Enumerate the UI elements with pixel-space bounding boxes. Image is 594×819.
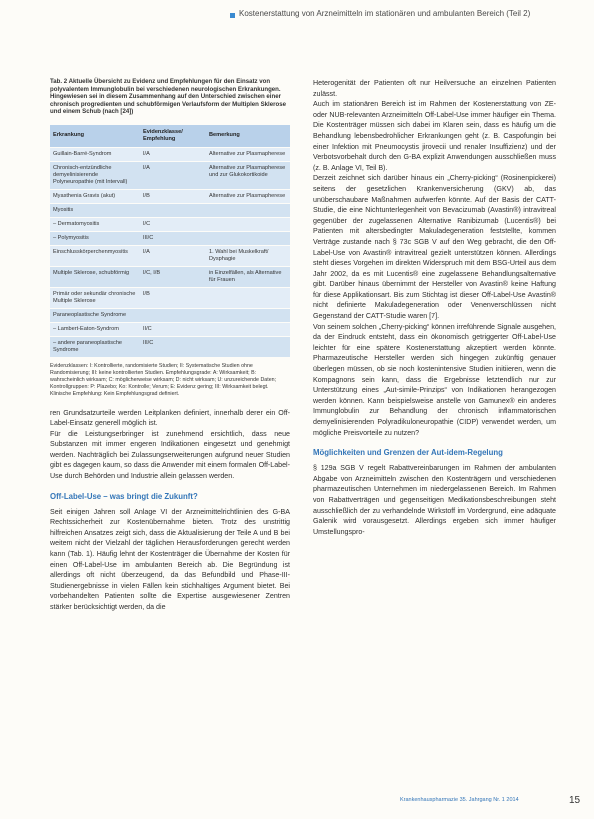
- table-cell: I/C, I/B: [140, 266, 206, 287]
- table-row: [50, 203, 290, 217]
- table-footnote: Evidenzklassen: I: Kontrollierte, randomisierte Studien; II: Systematische Studien ohne Randomisierung; III: keine kontrollierten Studien. Empfehlungsgrade: A: Wirksamkeit; B: wahrscheinlich wirksam; C: möglicherweise wirksam; D: nicht wirksam; U: unzureichende Daten; Kontrollgruppen: P: Plazebo; Ko: Kontrolle; Verum; E: Evidenz gering; III: Wirksamkeit belegt. Klinische Empfehlung: Kein Empfehlungsgrad definiert.: [50, 362, 277, 397]
- section-heading: Off-Label-Use – was bringt die Zukunft?: [50, 491, 198, 501]
- table-cell: Alternative zur Plasmapherese und zur Glukokortikoide: [206, 161, 290, 189]
- page-number: 15: [569, 795, 581, 806]
- table-cell: I/B: [140, 189, 206, 203]
- table-cell: [206, 203, 290, 217]
- body-paragraph: Seit einigen Jahren soll Anlage VI der Arzneimittelrichtlinien des G-BA Rechtssicherheit zur Kostenübernahme bieten. Trotz des unstrittig hilfreichen Ansatzes zeigt sich, dass die Aktualisierung der Teile A und B bei weitem nicht der Vielzahl der täglichen Herausforderungen gerecht werden kann (Tab. 1). Häufig lehnt der Kostenträger die Übernahme der Kosten für einen Off-Label-Use im ambulanten Bereich ab. Die Begründung ist allerdings oft nicht überzeugend, da das Befundbild und Phase-III-Studienergebnisse in vielen Fällen kein stichhaltiges Argument bietet. Bei vorbehandelten Patienten sollte die Expertise ausgewiesener Zentren stärker berücksichtigt werden, da die: [50, 507, 290, 611]
- body-paragraph: ren Grundsatzurteile werden Leitplanken definiert, innerhalb derer ein Off-Label-Einsatz generell möglich ist.: [50, 408, 290, 428]
- table-cell: Paraneoplastische Syndrome: [50, 308, 140, 322]
- table-cell: I/A: [140, 161, 206, 189]
- body-paragraph: Von seinem solchen „Cherry-picking“ können irreführende Signale ausgehen, da der Eindruck entsteht, dass ein ökonomisch getriggerter Off-Label-Use leichter für eine spätere Kostenerstattung akzeptiert werden könnte. Pharmazeutische Hersteller werden sich hingegen zukünftig genauer überlegen müssen, ob sie noch kostenintensive Studien initiieren, wenn die Kompagnons sein kann, dass die Ergebnisse letztendlich nur zur Unterstützung eines „Aut-simile-Prinzips“ von Indikationen herangezogen werden können. Kann beispielsweise anstelle von Gamunex® ein anderes Immunglobulin zur Behandlung der chronisch inflammatorischen demyelinisierenden Polyradikuloneuropathie (CIDP) verwendet werden, um mögliche Preisvorteile zu nutzen?: [313, 322, 556, 437]
- table-header-cell: Evidenzklasse/ Empfehlung: [140, 125, 206, 148]
- running-title: Kostenerstattung von Arzneimitteln im stationären und ambulanten Bereich (Teil 2): [239, 9, 531, 18]
- table-cell: Chronisch-entzündliche demyelinisierende Polyneuropathie (mit Intervall): [50, 161, 140, 189]
- table-row: [50, 147, 290, 161]
- table-row: [50, 308, 290, 322]
- table-header-row: [50, 125, 290, 148]
- table-cell: III/C: [140, 336, 206, 357]
- header-marker: [230, 13, 235, 18]
- body-paragraph: Für die Leistungserbringer ist zunehmend ersichtlich, dass neue Substanzen mit immer engeren Indikationen eingesetzt und genehmigt werden. Nachträglich bei Zulassungserweiterungen aufgrund neuer Studien gibt es dagegen kaum, so dass die Anwender mit einem formalen Off-Label-Use durch Behörden und Industrie allein gelassen werden.: [50, 429, 290, 481]
- table-cell: [206, 336, 290, 357]
- table-row: [50, 287, 290, 308]
- table-header-cell: Erkrankung: [50, 125, 140, 148]
- table-cell: I/A: [140, 147, 206, 161]
- table-cell: – Dermatomyositis: [50, 217, 140, 231]
- evidence-table: [50, 125, 290, 357]
- table-row: [50, 266, 290, 287]
- table-caption: Tab. 2 Aktuelle Übersicht zu Evidenz und Empfehlungen für den Einsatz von polyvalentem Immunglobulin bei verschiedenen neurologischen Erkrankungen. Hingewiesen sei in diesem Zusammenhang auf den Unterschied zwischen einer chronisch progredienten und schubförmigen Verlaufsform der Multiplen Sklerose und einem Schub (nach [24]): [50, 78, 287, 116]
- table-cell: Multiple Sklerose, schubförmig: [50, 266, 140, 287]
- table-cell: – Polymyositis: [50, 231, 140, 245]
- table-cell: – andere paraneoplastische Syndrome: [50, 336, 140, 357]
- table-cell: III/C: [140, 231, 206, 245]
- table-cell: Einschlusskörperchenmyositis: [50, 245, 140, 266]
- table-cell: II/C: [140, 322, 206, 336]
- table-cell: Guillain-Barré-Syndrom: [50, 147, 140, 161]
- table-cell: Myositis: [50, 203, 140, 217]
- table-cell: [206, 287, 290, 308]
- table-row: [50, 322, 290, 336]
- table-cell: 1. Wahl bei Muskelkraft/ Dysphagie: [206, 245, 290, 266]
- table-cell: in Einzelfällen, als Alternative für Frauen: [206, 266, 290, 287]
- table-cell: I/C: [140, 217, 206, 231]
- right-column: [313, 78, 556, 537]
- table-cell: Alternative zur Plasmapherese: [206, 189, 290, 203]
- table-cell: Alternative zur Plasmapherese: [206, 147, 290, 161]
- table-cell: I/B: [140, 287, 206, 308]
- body-paragraph: Auch im stationären Bereich ist im Rahmen der Kostenerstattung von ZE- oder NUB-relevanten Arzneimitteln Off-Label-Use immer häufiger ein Thema. Die Kostenträger müssen sich dabei im Klaren sein, dass es häufig um die Behandlung lebensbedrohlicher Erkrankungen geht (z. B. Caspofungin bei einer Infektion mit Pneumocystis jirovecii und renaler Insuffizienz) und der Verbotsvorbehalt durch den G-BA explizit Anwendungen ausschließen muss (z. B. Anlage VI, Teil B).: [313, 100, 556, 172]
- section-heading: Möglichkeiten und Grenzen der Aut-idem-Regelung: [313, 448, 503, 458]
- journal-footer: Krankenhauspharmazie 35. Jahrgang Nr. 1 2014: [400, 797, 519, 803]
- body-paragraph: Derzeit zeichnet sich darüber hinaus ein „Cherry-picking“ (Rosinenpickerei) seitens der gesetzlichen Krankenversicherung (GKV) ab, das unüberschaubare Maßnahmen aufwerfen könnte. Auf der Basis der CATT-Studie, die eine Nichtunterlegenheit von Bevacizumab (Avastin®) intravitreal gegenüber der zugelassenen Alternative Ranibizumab (Lucentis®) bei Patienten mit altersbedingter Makuladegeneration feststellte, kommen Verträge zustande nach § 73c SGB V auf den Weg gebracht, die den Off-Label-Use von Avastin® intravitreal gezielt unterstützen können. Allerdings steht dieses Vorgehen im direkten Widerspruch mit dem BSG-Urteil aus dem Jahr 2002, da es mit Lucentis® eine zugelassene Behandlungsalternative gibt. Darüber hinaus übernimmt der Hersteller von Avastin® keine Haftung für diese Applikationsart. Bis zum Stichtag ist dieser Off-Label-Use Avastin® nicht definierte Makuladegeneration oder Venenverschlüssen nicht Gegenstand der CATT-Studie waren [7].: [313, 174, 556, 321]
- table-header-cell: Bemerkung: [206, 125, 290, 148]
- table-cell: [206, 231, 290, 245]
- table-row: [50, 217, 290, 231]
- body-paragraph: Heterogenität der Patienten oft nur Heilversuche an einzelnen Patienten zulässt.: [313, 79, 556, 98]
- table-cell: [206, 308, 290, 322]
- running-header: [0, 0, 594, 38]
- table-cell: Myasthenia Gravis (akut): [50, 189, 140, 203]
- table-row: [50, 336, 290, 357]
- table-cell: [140, 308, 206, 322]
- table-row: [50, 189, 290, 203]
- table-cell: I/A: [140, 245, 206, 266]
- table-cell: – Lambert-Eaton-Syndrom: [50, 322, 140, 336]
- table-cell: [206, 217, 290, 231]
- table-row: [50, 161, 290, 189]
- body-paragraph: § 129a SGB V regelt Rabattvereinbarungen im Rahmen der ambulanten Abgabe von Arzneimitteln zwischen den Kostenträgern und verschiedenen pharmazeutischen Unternehmen im niedergelassenen Bereich. Im Rahmen von Rabattverträgen und gegenseitigen Medikationsbeschreibungen steht ausschließlich der zu verhandelnde Wirkstoff im Vordergrund, eine adäquate Galenik wird vorausgesetzt. Allerdings ergeben sich immer häufiger Umstellungspro-: [313, 464, 556, 536]
- table-row: [50, 231, 290, 245]
- left-column: [50, 78, 290, 613]
- table-cell: [206, 322, 290, 336]
- table-cell: Primär oder sekundär chronische Multiple Sklerose: [50, 287, 140, 308]
- table-cell: [140, 203, 206, 217]
- table-row: [50, 245, 290, 266]
